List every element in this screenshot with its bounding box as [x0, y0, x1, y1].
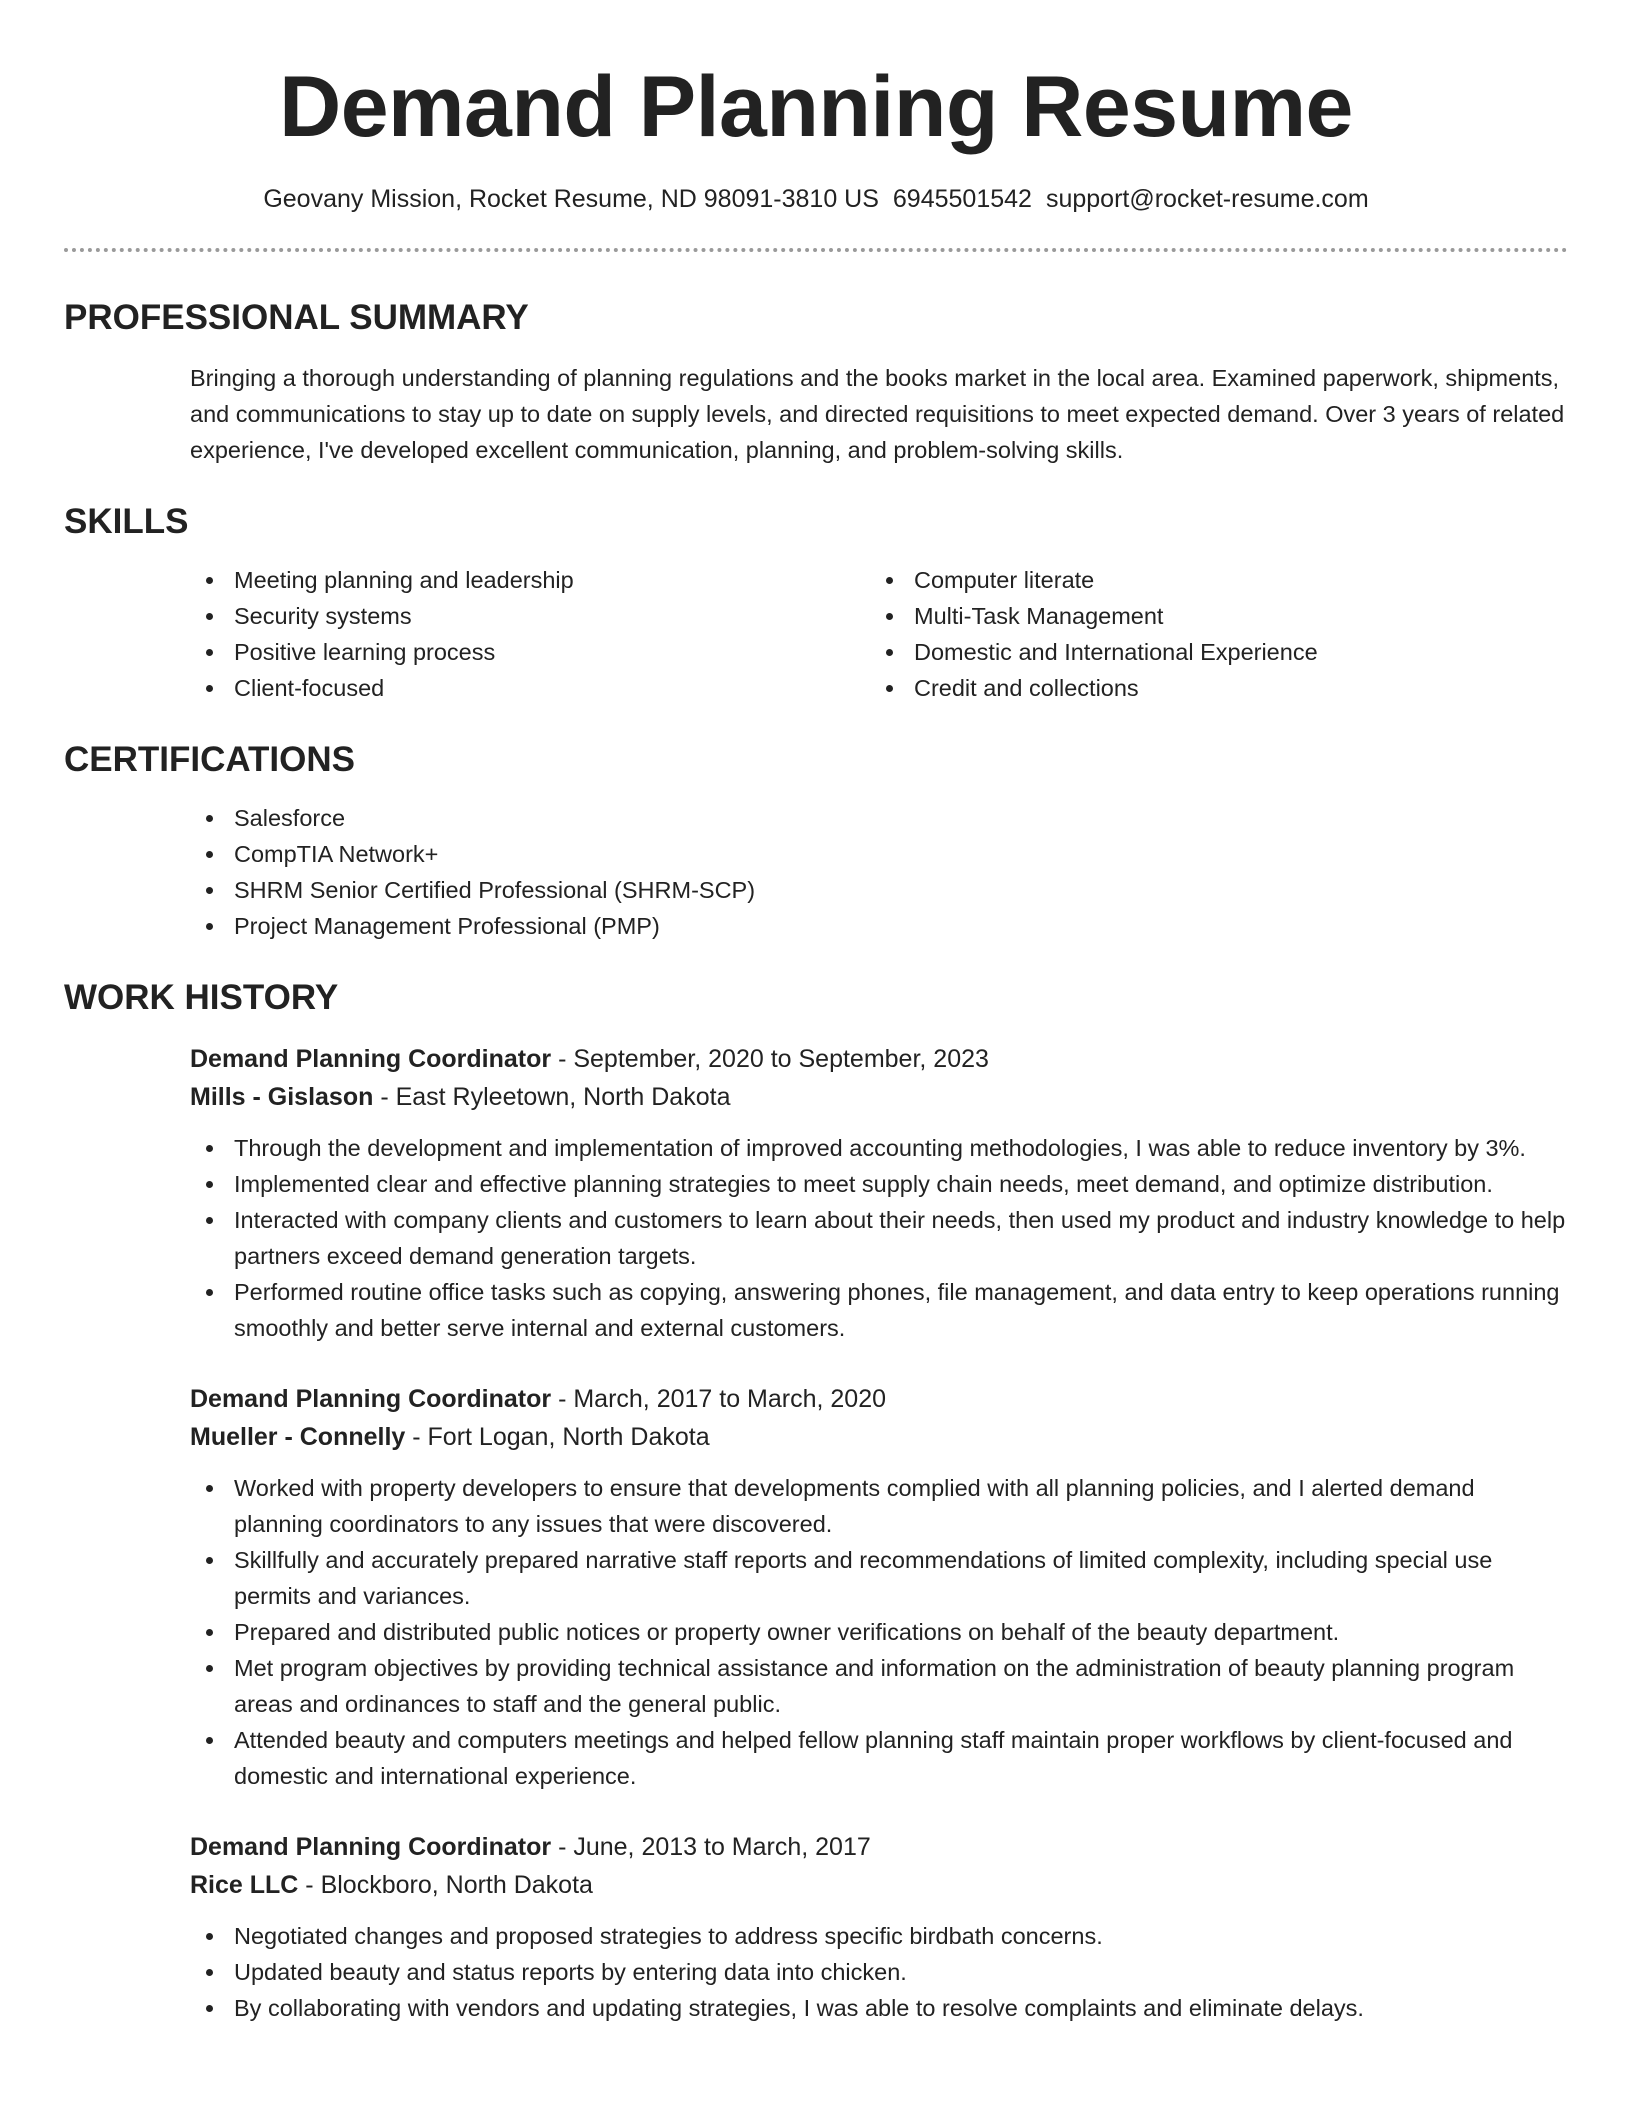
skill-item: Computer literate	[870, 562, 1550, 598]
certifications-list	[190, 800, 1568, 944]
job-bullet: Attended beauty and computers meetings and helped fellow planning staff maintain proper workflows by client-focused and domestic and international experience.	[190, 1722, 1568, 1794]
skill-item: Credit and collections	[870, 670, 1550, 706]
job-title-line	[190, 1380, 1568, 1418]
skill-item: Domestic and International Experience	[870, 634, 1550, 670]
job-company: Rice LLC	[190, 1871, 299, 1899]
job-title-line	[190, 1040, 1568, 1078]
summary-heading: PROFESSIONAL SUMMARY	[64, 298, 529, 337]
job-entry	[190, 1040, 1568, 1116]
skill-item: Positive learning process	[190, 634, 870, 670]
job-company-line	[190, 1078, 1568, 1116]
job-bullets	[190, 1470, 1568, 1794]
summary-text: Bringing a thorough understanding of planning regulations and the books market in the local area. Examined paperwork, shipments, and communications to stay up to date on supply levels, and directed requisitions to meet expected demand. Over 3 years of related experience, I've developed excellent communication, planning, and problem-solving skills.	[190, 365, 1565, 463]
job-title-line	[190, 1828, 1568, 1866]
certification-item: CompTIA Network+	[190, 836, 1568, 872]
certification-item: SHRM Senior Certified Professional (SHRM-SCP)	[190, 872, 1568, 908]
skills-heading: SKILLS	[64, 502, 189, 541]
job-role: Demand Planning Coordinator	[190, 1045, 552, 1073]
job-bullets	[190, 1918, 1568, 2026]
job-bullet: Met program objectives by providing technical assistance and information on the administration of beauty planning program areas and ordinances to staff and the general public.	[190, 1650, 1568, 1722]
skills-column-right	[870, 562, 1550, 706]
job-bullet: Negotiated changes and proposed strategies to address specific birdbath concerns.	[190, 1918, 1568, 1954]
contact-address: Geovany Mission, Rocket Resume, ND 98091-3810 US	[263, 185, 879, 213]
job-dates: - June, 2013 to March, 2017	[551, 1833, 871, 1861]
job-bullet: Worked with property developers to ensure that developments complied with all planning policies, and I alerted demand planning coordinators to any issues that were discovered.	[190, 1470, 1568, 1542]
job-company: Mueller - Connelly	[190, 1423, 406, 1451]
header-divider	[64, 248, 1568, 252]
job-location: - East Ryleetown, North Dakota	[373, 1083, 731, 1111]
skill-item: Security systems	[190, 598, 870, 634]
job-bullet: Through the development and implementation of improved accounting methodologies, I was able to reduce inventory by 3%.	[190, 1130, 1568, 1166]
job-bullet: Skillfully and accurately prepared narrative staff reports and recommendations of limited complexity, including special use permits and variances.	[190, 1542, 1568, 1614]
resume-title: Demand Planning Resume	[279, 59, 1353, 155]
job-dates: - March, 2017 to March, 2020	[551, 1385, 887, 1413]
job-entry	[190, 1380, 1568, 1456]
job-bullet: Implemented clear and effective planning strategies to meet supply chain needs, meet demand, and optimize distribution.	[190, 1166, 1568, 1202]
certification-item: Salesforce	[190, 800, 1568, 836]
contact-line	[64, 182, 1568, 216]
certification-item: Project Management Professional (PMP)	[190, 908, 1568, 944]
job-bullet: Performed routine office tasks such as copying, answering phones, file management, and data entry to keep operations running smoothly and better serve internal and external customers.	[190, 1274, 1568, 1346]
skills-column-left	[190, 562, 870, 706]
job-bullet: Interacted with company clients and customers to learn about their needs, then used my product and industry knowledge to help partners exceed demand generation targets.	[190, 1202, 1568, 1274]
job-location: - Blockboro, North Dakota	[298, 1871, 593, 1899]
skill-item: Meeting planning and leadership	[190, 562, 870, 598]
job-bullet: Updated beauty and status reports by entering data into chicken.	[190, 1954, 1568, 1990]
job-company-line	[190, 1866, 1568, 1904]
contact-phone: 6945501542	[892, 185, 1032, 213]
job-company-line	[190, 1418, 1568, 1456]
skills-list	[190, 562, 1568, 706]
job-role: Demand Planning Coordinator	[190, 1833, 552, 1861]
certifications-heading: CERTIFICATIONS	[64, 740, 356, 779]
job-dates: - September, 2020 to September, 2023	[551, 1045, 989, 1073]
job-bullet: Prepared and distributed public notices or property owner verifications on behalf of the beauty department.	[190, 1614, 1568, 1650]
skill-item: Multi-Task Management	[870, 598, 1550, 634]
job-company: Mills - Gislason	[190, 1083, 374, 1111]
job-entry	[190, 1828, 1568, 1904]
job-role: Demand Planning Coordinator	[190, 1385, 552, 1413]
skill-item: Client-focused	[190, 670, 870, 706]
job-bullet: By collaborating with vendors and updating strategies, I was able to resolve complaints and eliminate delays.	[190, 1990, 1568, 2026]
job-location: - Fort Logan, North Dakota	[405, 1423, 710, 1451]
contact-email[interactable]: support@rocket-resume.com	[1045, 185, 1369, 213]
work-history-heading: WORK HISTORY	[64, 978, 339, 1017]
job-bullets	[190, 1130, 1568, 1346]
